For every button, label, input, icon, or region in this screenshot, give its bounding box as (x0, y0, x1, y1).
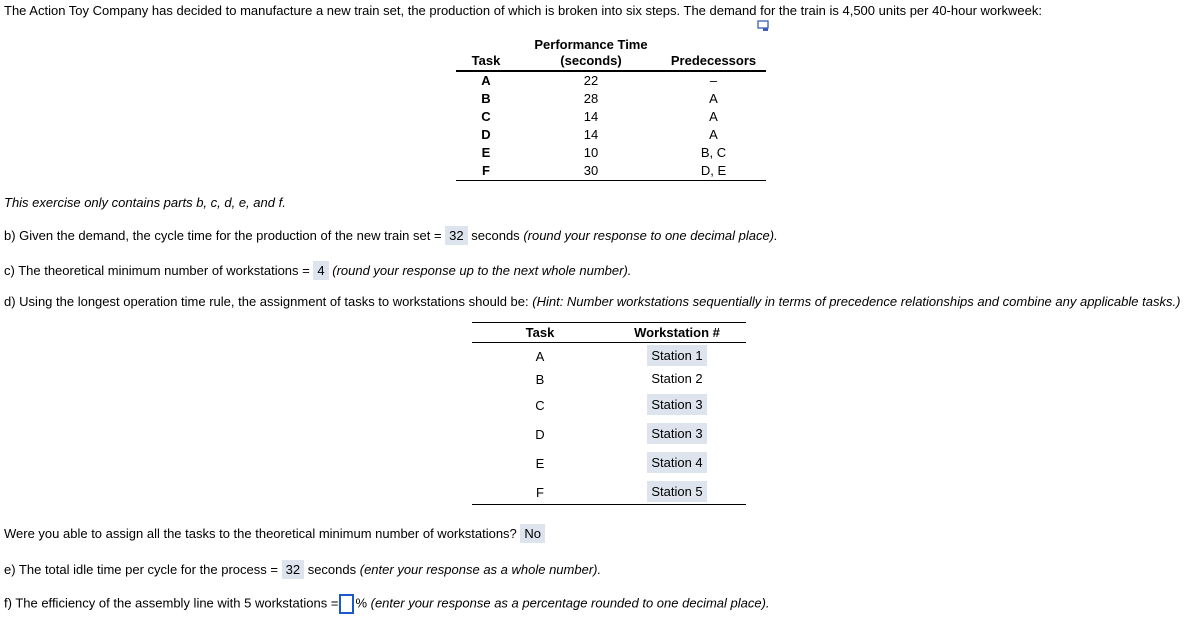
part-c (4, 261, 631, 280)
task-cell: E (481, 145, 491, 160)
station-cell (608, 452, 746, 473)
station-answer[interactable]: Station 1 (647, 345, 706, 366)
station-cell (608, 394, 746, 415)
pred-cell: – (709, 73, 718, 88)
table-row (456, 162, 766, 180)
pred-cell: D, E (700, 163, 727, 178)
pred-cell: B, C (700, 145, 727, 160)
station-answer[interactable]: Station 2 (651, 371, 703, 386)
station-answer[interactable]: Station 5 (647, 481, 706, 502)
exercise-note: This exercise only contains parts b, c, d, e, and f. (4, 195, 286, 210)
table-bottom-rule (456, 180, 766, 181)
header-task: Task (471, 53, 501, 68)
task-cell: D (535, 427, 545, 442)
part-e-unit: seconds (307, 562, 357, 577)
table-row (456, 72, 766, 90)
part-b-text: b) Given the demand, the cycle time for the production of the new train set = (4, 228, 442, 243)
cycle-time-answer[interactable]: 32 (445, 226, 467, 245)
pred-cell: A (709, 109, 718, 124)
time-cell: 28 (583, 91, 599, 106)
task-cell: C (535, 398, 545, 413)
question-answer[interactable]: No (520, 524, 545, 543)
header-workstation: Workstation # (634, 325, 720, 340)
header-perf-line1: Performance Time (534, 37, 648, 52)
part-d-text: d) Using the longest operation time rule, the assignment of tasks to workstations should be: (4, 294, 529, 309)
header-predecessors: Predecessors (670, 53, 757, 68)
part-e-hint: (enter your response as a whole number). (359, 562, 602, 577)
part-f-hint: (enter your response as a percentage rounded to one decimal place). (370, 595, 770, 611)
table-top-rule (472, 322, 746, 323)
part-c-text: c) The theoretical minimum number of workstations = (4, 263, 310, 278)
station-answer[interactable]: Station 4 (647, 452, 706, 473)
part-b-unit: seconds (471, 228, 520, 243)
header-perf-line2: (seconds) (560, 53, 622, 68)
time-cell: 14 (583, 109, 599, 124)
part-e-text: e) The total idle time per cycle for the process = (4, 562, 278, 577)
idle-time-answer[interactable]: 32 (282, 560, 304, 579)
part-f-text: f) The efficiency of the assembly line with 5 workstations = (4, 595, 339, 611)
task-cell: A (481, 73, 491, 88)
task-cell: B (481, 91, 491, 106)
percent-sign: % (355, 595, 367, 611)
task-cell: B (535, 372, 545, 387)
pred-cell: A (709, 91, 718, 106)
time-cell: 14 (583, 127, 599, 142)
task-cell: F (536, 485, 544, 500)
part-f (4, 594, 770, 614)
table-row (456, 90, 766, 108)
part-e (4, 560, 601, 579)
station-cell (608, 368, 746, 389)
intro-text: The Action Toy Company has decided to manufacture a new train set, the production of which is broken into six steps. The demand for the train is 4,500 units per 40-hour workweek: (4, 3, 1042, 18)
time-cell: 30 (583, 163, 599, 178)
time-cell: 10 (583, 145, 599, 160)
station-cell (608, 423, 746, 444)
min-workstations-answer[interactable]: 4 (313, 261, 328, 280)
question-text: Were you able to assign all the tasks to the theoretical minimum number of workstations? (4, 526, 517, 541)
part-b (4, 226, 778, 245)
efficiency-input[interactable] (339, 594, 354, 614)
min-workstations-question (4, 524, 545, 543)
task-cell: C (481, 109, 491, 124)
task-cell: D (481, 127, 491, 142)
station-cell (608, 481, 746, 502)
part-d (4, 294, 1180, 309)
station-answer[interactable]: Station 3 (647, 423, 706, 444)
task-table-header (456, 36, 766, 72)
edit-icon[interactable] (757, 20, 769, 32)
station-answer[interactable]: Station 3 (647, 394, 706, 415)
header-task: Task (525, 325, 555, 340)
station-cell (608, 345, 746, 366)
task-cell: A (535, 349, 545, 364)
task-cell: E (535, 456, 545, 471)
pred-cell: A (709, 127, 718, 142)
time-cell: 22 (583, 73, 599, 88)
table-row (456, 144, 766, 162)
table-row (456, 126, 766, 144)
part-d-hint: (Hint: Number workstations sequentially in terms of precedence relationships and combine any applicable tasks.) (532, 294, 1181, 309)
header-rule (472, 342, 746, 343)
task-cell: F (482, 163, 490, 178)
table-bottom-rule (472, 504, 746, 505)
part-c-hint: (round your response up to the next whole number). (332, 263, 632, 278)
part-b-hint: (round your response to one decimal place). (523, 228, 778, 243)
table-row (456, 108, 766, 126)
